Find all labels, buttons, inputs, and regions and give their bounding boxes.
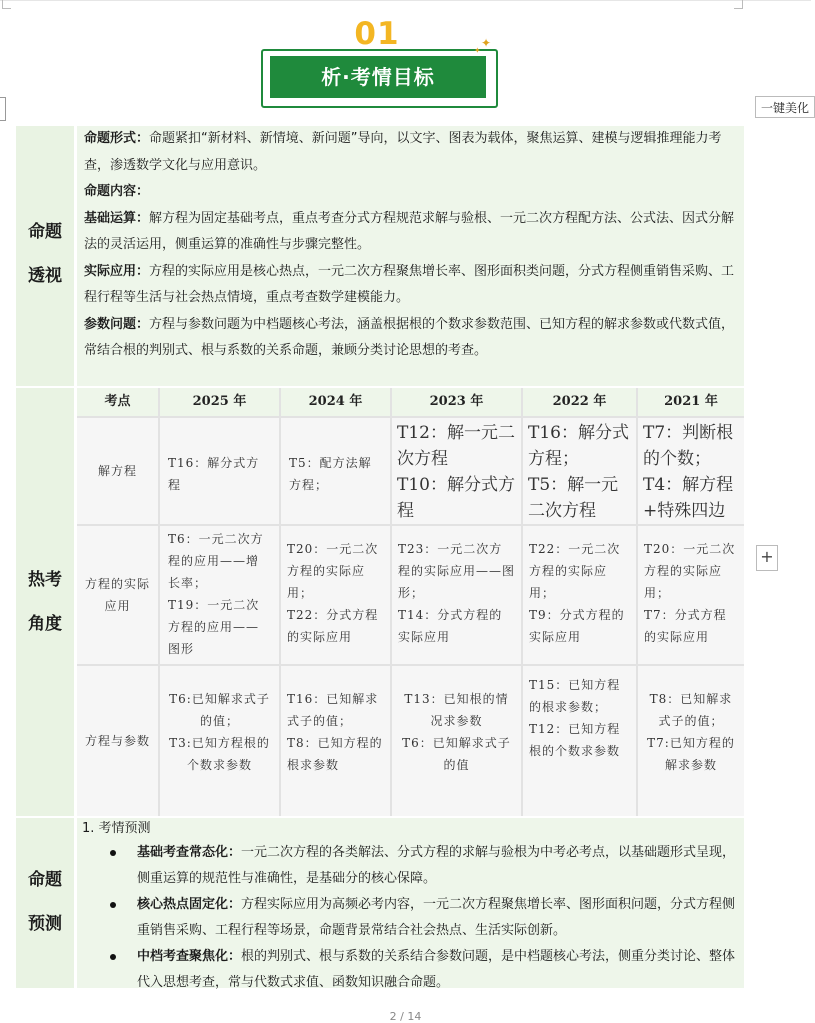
table-topic-cell: 方程与参数 <box>77 666 158 816</box>
table-header-cell: 2023 年 <box>392 388 521 416</box>
table-cell: T20：一元二次方程的实际应用； T7：分式方程的实际应用 <box>638 526 744 664</box>
table-cell: T22：一元二次方程的实际应用； T9：分式方程的实际应用 <box>523 526 636 664</box>
content-label: 命题内容： <box>84 184 150 199</box>
table-cell: T16：已知解求式子的值； T8：已知方程的根求参数 <box>281 666 390 816</box>
forecast-bullet <box>107 892 737 944</box>
bullet-dot <box>110 850 116 856</box>
table-cell: T16：解分式方程； T5：解一元二次方程 <box>523 418 636 524</box>
overview-panel <box>77 126 744 386</box>
hot-side-label-1: 热考 <box>28 570 62 590</box>
add-row-button[interactable]: + <box>756 545 778 571</box>
table-cell: T6:已知解求式子的值； T3:已知方程根的个数求参数 <box>160 666 279 816</box>
table-header-cell: 2021 年 <box>638 388 744 416</box>
section-title: 析·考情目标 <box>270 56 486 98</box>
table-header-cell: 2025 年 <box>160 388 279 416</box>
hot-side-label-2: 角度 <box>28 614 62 634</box>
bullet-text: 方程实际应用为高频必考内容，一元二次方程聚焦增长率、图形面积问题，分式方程侧重销售采购、工程行程等场景，命题背景常结合社会热点、生活实际创新。 <box>137 897 736 938</box>
param-paragraph <box>84 312 740 365</box>
table-header-cell: 2022 年 <box>523 388 636 416</box>
form-paragraph <box>84 126 740 179</box>
page-indicator: 2 / 14 <box>389 1010 422 1023</box>
form-text: 命题紧扣“新材料、新情境、新问题”导向，以文字、图表为载体，聚焦运算、建模与逻辑推理能力考查，渗透数学文化与应用意识。 <box>84 131 722 173</box>
section-number: 01 <box>354 16 400 52</box>
forecast-intro: 1. 考情预测 <box>82 821 151 836</box>
table-header-cell: 2024 年 <box>281 388 390 416</box>
applied-label: 实际应用： <box>84 263 150 279</box>
overview-side-label-2: 透视 <box>28 266 62 286</box>
overview-side-label-1: 命题 <box>28 222 62 242</box>
forecast-panel <box>77 818 744 988</box>
overview-text <box>84 126 740 365</box>
param-label: 参数问题： <box>84 316 150 332</box>
table-cell: T12：解一元二次方程 T10：解分式方程 <box>392 418 521 524</box>
bullet-dot <box>110 954 116 960</box>
bullet-text: 一元二次方程的各类解法、分式方程的求解与验根为中考必考点，以基础题形式呈现，侧重运算的规范性与准确性，是基础分的核心保障。 <box>137 845 736 886</box>
table-header-cell: 考点 <box>77 388 158 416</box>
param-text: 方程与参数问题为中档题核心考法，涵盖根据根的个数求参数范围、已知方程的解求参数或代数式值，常结合根的判别式、根与系数的关系命题，兼顾分类讨论思想的考查。 <box>84 316 735 358</box>
forecast-bullets <box>107 840 737 996</box>
forecast-bullet <box>107 944 737 996</box>
table-cell: T23：一元二次方程的实际应用——图形； T14：分式方程的实际应用 <box>392 526 521 664</box>
basic-paragraph <box>84 206 740 259</box>
table-cell: T8：已知解求式子的值； T7:已知方程的解求参数 <box>638 666 744 816</box>
table-cell: T15：已知方程的根求参数； T12：已知方程根的个数求参数 <box>523 666 636 816</box>
table-cell: T7：判断根的个数； T4：解方程+特殊四边 <box>638 418 744 524</box>
table-cell: T16：解分式方程 <box>160 418 279 524</box>
bullet-label: 核心热点固定化： <box>137 897 242 912</box>
forecast-side-label <box>16 818 74 988</box>
forecast-side-label-2: 预测 <box>28 914 62 934</box>
top-border <box>0 0 811 1</box>
bullet-text: 根的判别式、根与系数的关系结合参数问题，是中档题核心考法，侧重分类讨论、整体代入思想考查，常与代数式求值、函数知识融合命题。 <box>137 949 736 990</box>
sparkle-small-icon: ✦ <box>474 46 481 55</box>
table-cell: T6：一元二次方程的应用——增长率； T19：一元二次方程的应用——图形 <box>160 526 279 664</box>
sparkle-icon: ✦ <box>481 36 492 50</box>
table-cell: T13：已知根的情况求参数 T6：已知解求式子的值 <box>392 666 521 816</box>
applied-paragraph <box>84 259 740 312</box>
bullet-label: 中档考查聚焦化： <box>137 949 242 964</box>
crop-mark-top-left <box>2 0 11 9</box>
crop-mark-top-right <box>734 0 743 9</box>
table-topic-cell: 方程的实际应用 <box>77 526 158 664</box>
left-edge-tab[interactable] <box>0 97 6 121</box>
hot-side-label <box>16 388 74 816</box>
table-cell: T20：一元二次方程的实际应用； T22：分式方程的实际应用 <box>281 526 390 664</box>
beautify-button[interactable]: 一键美化 <box>755 96 815 118</box>
overview-side-label <box>16 126 74 386</box>
form-label: 命题形式： <box>84 131 150 146</box>
forecast-bullet <box>107 840 737 892</box>
basic-label: 基础运算： <box>84 210 150 226</box>
forecast-side-label-1: 命题 <box>28 870 62 890</box>
applied-text: 方程的实际应用是核心热点，一元二次方程聚焦增长率、图形面积类问题，分式方程侧重销售采购、工程行程等生活与社会热点情境，重点考查数学建模能力。 <box>84 263 735 305</box>
hot-topics-table <box>77 388 744 816</box>
bullet-label: 基础考查常态化： <box>137 845 242 860</box>
basic-text: 解方程为固定基础考点，重点考查分式方程规范求解与验根、一元二次方程配方法、公式法、因式分解法的灵活运用，侧重运算的准确性与步骤完整性。 <box>84 210 735 252</box>
table-cell: T5：配方法解方程； <box>281 418 390 524</box>
bullet-dot <box>110 902 116 908</box>
table-topic-cell: 解方程 <box>77 418 158 524</box>
